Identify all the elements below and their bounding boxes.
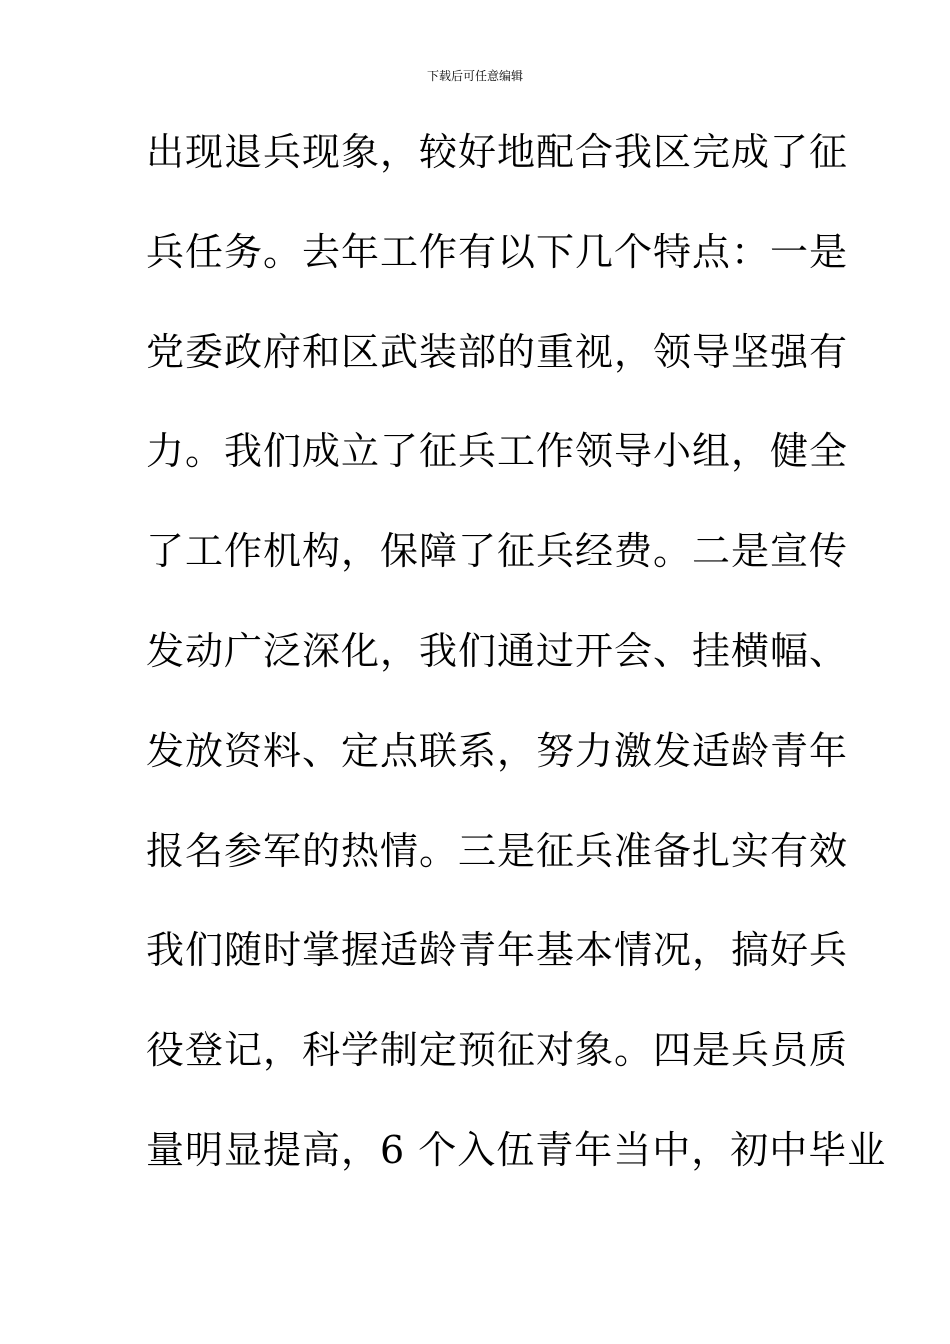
text-line: 了工作机构，保障了征兵经费。二是宣传 bbox=[146, 529, 849, 574]
text-line: 量明显提高，6 个入伍青年当中，初中毕业 bbox=[146, 1127, 887, 1172]
text-line: 兵任务。去年工作有以下几个特点：一是 bbox=[146, 229, 849, 274]
body-text bbox=[146, 124, 887, 1222]
text-line: 发动广泛深化，我们通过开会、挂横幅、 bbox=[146, 628, 849, 673]
text-line: 力。我们成立了征兵工作领导小组，健全 bbox=[146, 429, 849, 474]
text-line: 出现退兵现象，较好地配合我区完成了征 bbox=[146, 130, 849, 174]
text-line: 发放资料、定点联系，努力激发适龄青年 bbox=[146, 728, 849, 773]
page-header: 下载后可任意编辑 bbox=[426, 69, 523, 83]
text-line: 党委政府和区武装部的重视，领导坚强有 bbox=[146, 329, 849, 374]
text-line: 报名参军的热情。三是征兵准备扎实有效 bbox=[146, 828, 849, 873]
text-line: 役登记，科学制定预征对象。四是兵员质 bbox=[146, 1028, 849, 1073]
text-line: 我们随时掌握适龄青年基本情况，搞好兵 bbox=[146, 928, 849, 973]
